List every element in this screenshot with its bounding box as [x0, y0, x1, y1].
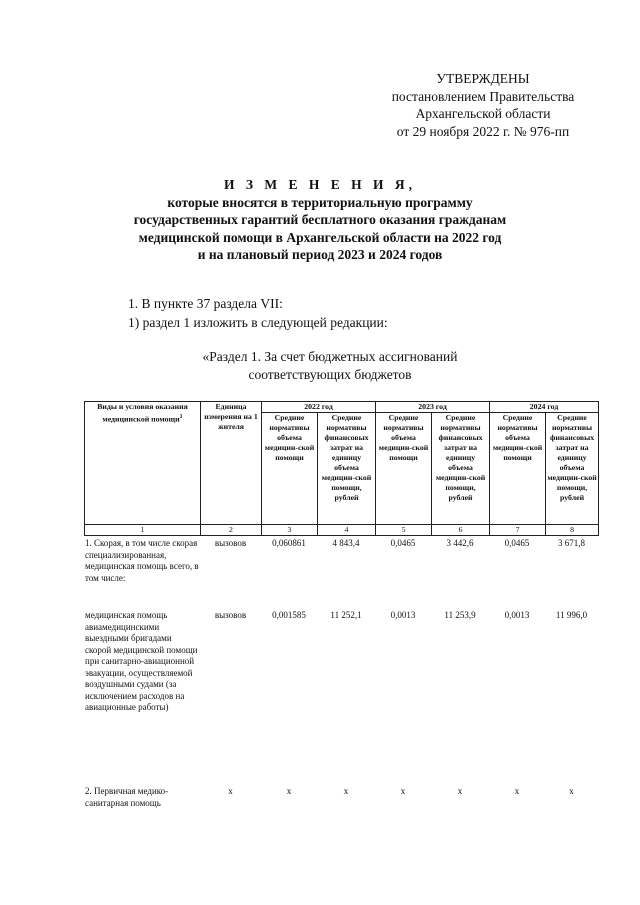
- paragraph-2: 1) раздел 1 изложить в следующей редакции:: [128, 315, 388, 330]
- row-cost-2024: х: [569, 786, 574, 796]
- row-cost-2024: 3 671,8: [558, 538, 585, 548]
- header-unit: Единица измерения на 1 жителя: [201, 402, 262, 525]
- row-name: 2. Первичная медико-санитарная помощь: [85, 786, 169, 808]
- header-cost-2023: Средние нормативы финансовых затрат на единицу объема медицин-ской помощи, рублей: [432, 413, 490, 525]
- document-title: И З М Е Н Е Н И Я,: [223, 177, 416, 192]
- row-volume-2023: х: [400, 786, 406, 796]
- column-number: 6: [432, 525, 490, 536]
- row-cost-2023: х: [457, 786, 463, 796]
- header-year-2023: 2023 год: [376, 402, 490, 413]
- heading-line-3: медицинской помощи в Архангельской области на 2022 год: [138, 229, 502, 245]
- column-number: 2: [201, 525, 262, 536]
- header-year-2024: 2024 год: [490, 402, 599, 413]
- approval-line-4: от 29 ноября 2022 г. № 976-пп: [396, 123, 570, 139]
- table-row: [84, 610, 598, 786]
- approval-block: [368, 70, 598, 140]
- row-cost-2022: 11 252,1: [330, 610, 362, 620]
- table-row: [84, 538, 598, 610]
- budget-table-body: [84, 538, 598, 809]
- table-row: [84, 786, 598, 809]
- header-kind: Виды и условия оказания медицинской помощи$^1$: [85, 402, 201, 525]
- budget-table-header: [84, 401, 599, 536]
- row-cost-2022: х: [343, 786, 349, 796]
- approval-line-2: постановлением Правительства: [391, 88, 575, 104]
- heading-line-2: государственных гарантий бесплатного оказания гражданам: [133, 212, 507, 227]
- section-title-line-1: «Раздел 1. За счет бюджетных ассигнований: [202, 349, 458, 364]
- paragraph-1: 1. В пункте 37 раздела VII:: [128, 296, 283, 311]
- row-volume-2024: 0,0013: [504, 610, 530, 620]
- row-volume-2022: х: [286, 786, 292, 796]
- column-number: 3: [262, 525, 318, 536]
- row-volume-2023: 0,0013: [390, 610, 416, 620]
- column-number: 8: [546, 525, 599, 536]
- heading-line-1: которые вносятся в территориальную программу: [167, 194, 473, 210]
- row-cost-2023: 3 442,6: [446, 538, 474, 548]
- row-cost-2023: 11 253,9: [444, 610, 476, 620]
- approval-line-3: Архангельской области: [415, 106, 551, 121]
- row-volume-2022: 0,001585: [272, 610, 306, 620]
- header-cost-2022: Средние нормативы финансовых затрат на единицу объема медицин-ской помощи, рублей: [318, 413, 376, 525]
- row-unit: х: [228, 786, 233, 796]
- column-numbers-row: [85, 525, 599, 536]
- header-volume-2023: Средние нормативы объема медицин-ской помощи: [376, 413, 432, 525]
- heading-line-4: и на плановый период 2023 и 2024 годов: [197, 247, 443, 262]
- row-name: медицинская помощь авиамедицинскими выездными бригадами скорой медицинской помощи при санитарно-авиационной эвакуации, осуществляемой воздушными судами (за исключением расходов на авиационные работы): [85, 610, 198, 712]
- row-unit: вызовов: [214, 538, 247, 548]
- row-volume-2024: х: [514, 786, 520, 796]
- row-cost-2024: 11 996,0: [555, 610, 588, 620]
- row-volume-2022: 0,060861: [272, 538, 306, 548]
- section-title-line-2: соответствующих бюджетов: [248, 366, 412, 382]
- header-year-2022: 2022 год: [262, 402, 376, 413]
- column-number: 1: [85, 525, 201, 536]
- header-cost-2024: Средние нормативы финансовых затрат на единицу объема медицин-ской помощи, рублей: [546, 413, 599, 525]
- header-volume-2022: Средние нормативы объема медицин-ской помощи: [262, 413, 318, 525]
- row-unit: вызовов: [214, 610, 247, 620]
- column-number: 4: [318, 525, 376, 536]
- row-volume-2024: 0,0465: [504, 538, 530, 548]
- header-volume-2024: Средние нормативы объема медицин-ской помощи: [490, 413, 546, 525]
- document-heading: [60, 176, 580, 264]
- row-name: 1. Скорая, в том числе скорая специализированная, медицинская помощь всего, в том числе:: [85, 538, 199, 583]
- row-volume-2023: 0,0465: [390, 538, 416, 548]
- column-number: 5: [376, 525, 432, 536]
- section-title: [160, 348, 500, 383]
- row-cost-2022: 4 843,4: [332, 538, 360, 548]
- column-number: 7: [490, 525, 546, 536]
- approval-line-1: УТВЕРЖДЕНЫ: [436, 71, 530, 86]
